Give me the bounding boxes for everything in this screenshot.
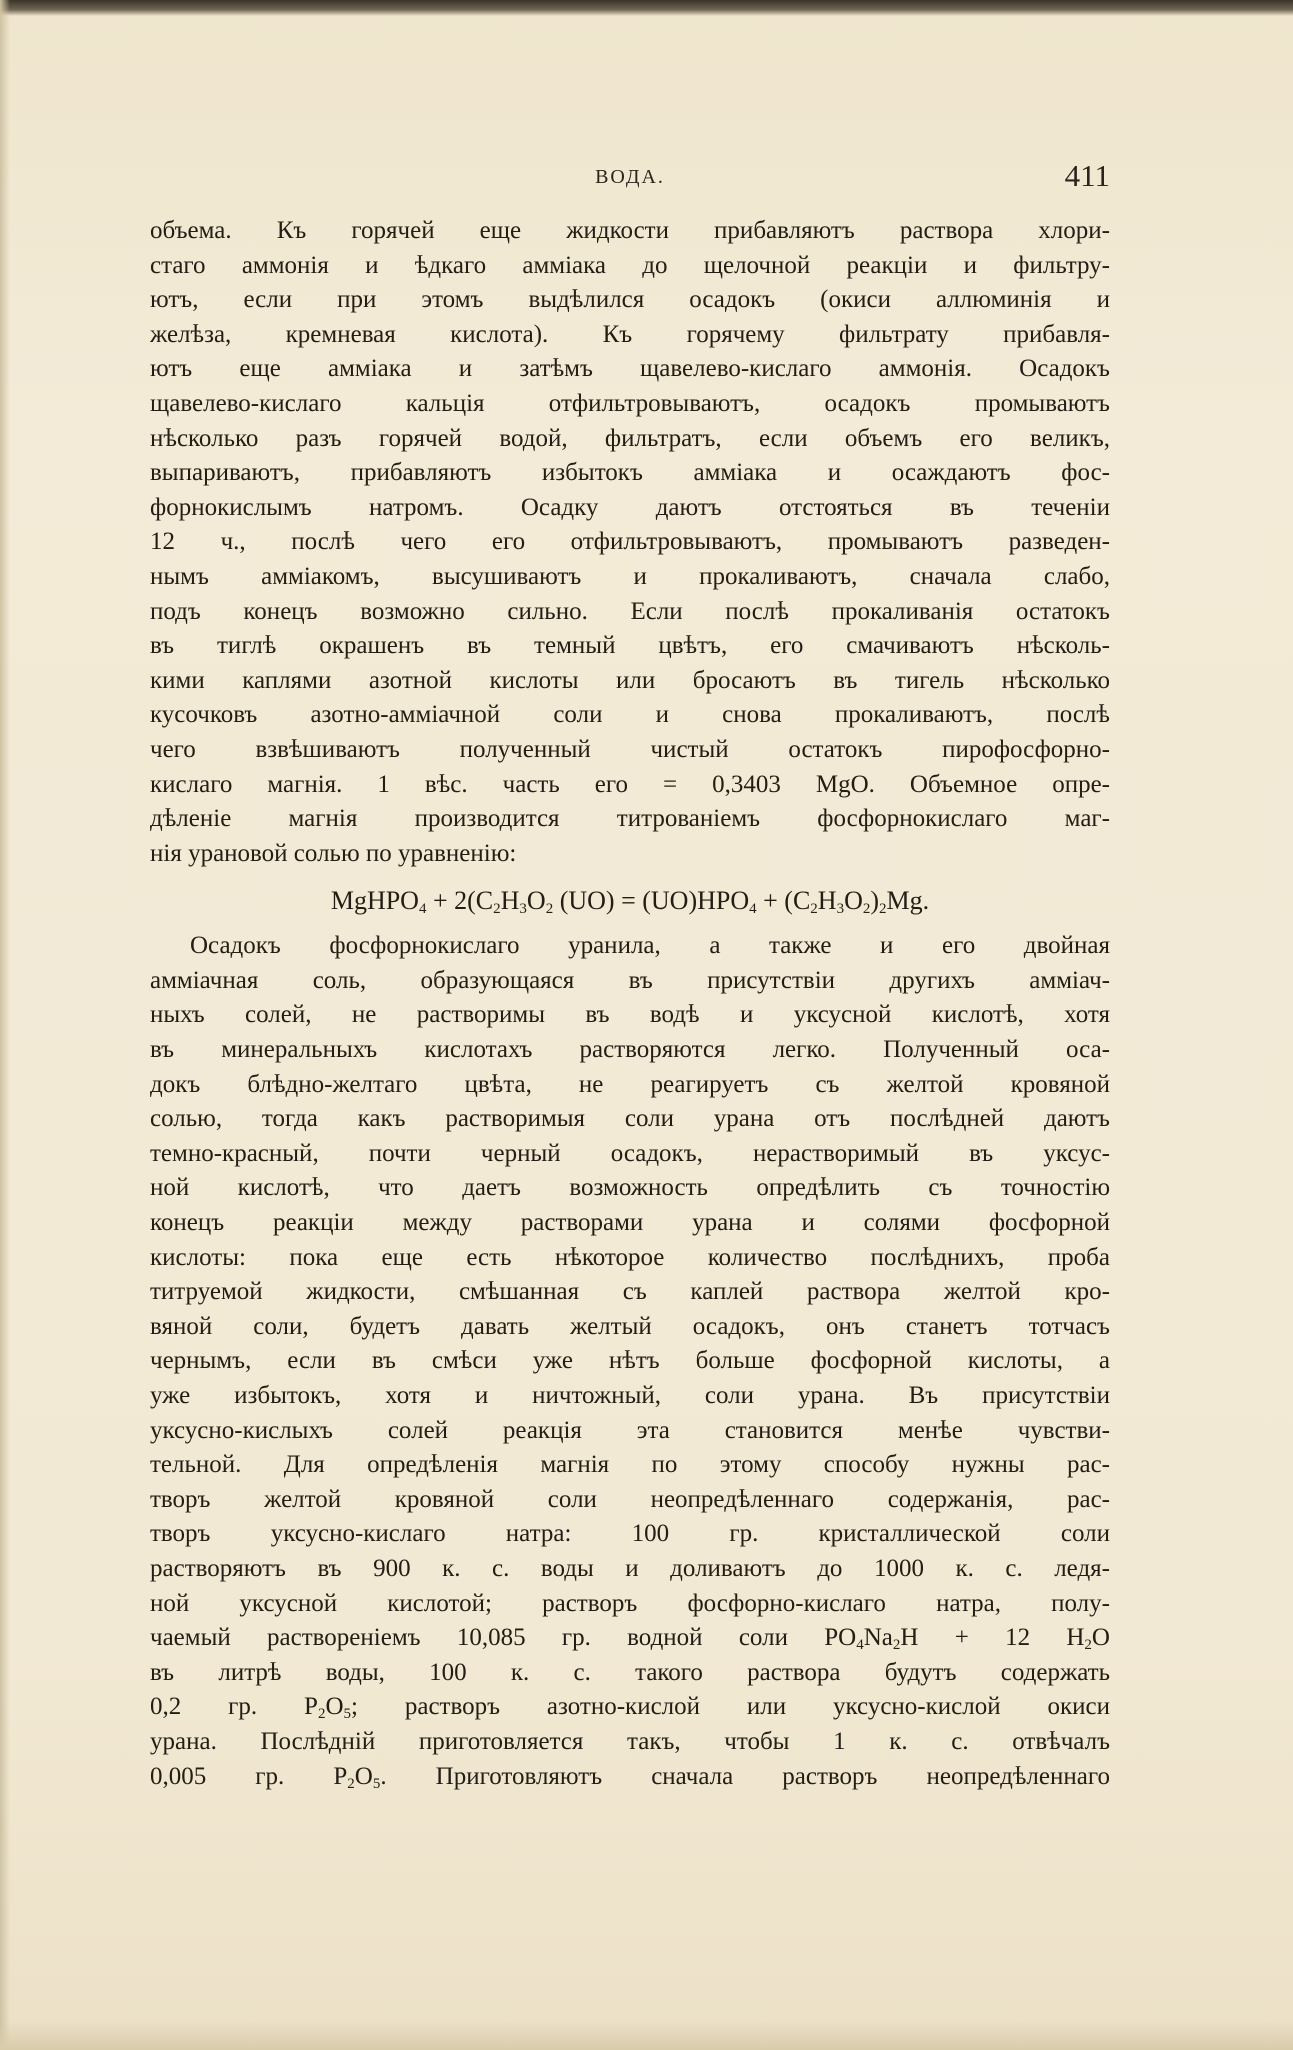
text-line: чернымъ, если въ смѣси уже нѣтъ больше фосфорной кислоты, а	[150, 1347, 1110, 1375]
text-line: нѣсколько разъ горячей водой, фильтратъ, если объемъ его великъ,	[150, 424, 1110, 452]
formula-subscript: 2	[879, 901, 887, 918]
text-line: объема. Къ горячей еще жидкости прибавляютъ раствора хлори-	[150, 217, 1110, 244]
formula-subscript: 4	[749, 901, 757, 918]
text-line: щавелево-кислаго кальція отфильтровываютъ, осадокъ промываютъ	[150, 389, 1110, 417]
formula-subscript: 3	[519, 901, 527, 918]
text-line: ной уксусной кислотой; растворъ фосфорно-кислаго натра, полу-	[150, 1589, 1110, 1617]
formula-part: + 2(C	[426, 886, 494, 916]
text-line: урана. Послѣдній приготовляется такъ, чтобы 1 к. с. отвѣчалъ	[150, 1727, 1110, 1755]
formula-part: MgHPO	[330, 886, 419, 916]
text-line: въ тиглѣ окрашенъ въ темный цвѣтъ, его смачиваютъ нѣсколь-	[150, 632, 1110, 660]
text-line: нымъ амміакомъ, высушиваютъ и прокаливаютъ, сначала слабо,	[150, 562, 1110, 590]
running-title: ВОДА.	[595, 166, 665, 188]
formula-part: (UO) = (UO)HPO	[553, 886, 750, 916]
text-line: кими каплями азотной кислоты или бросаютъ въ тигель нѣсколько	[150, 666, 1110, 694]
text-line: растворяютъ въ 900 к. с. воды и доливаютъ до 1000 к. с. ледя-	[150, 1554, 1110, 1582]
formula-subscript: 2	[862, 901, 871, 918]
text-line: 0,2 гр. $P_2O_5$; растворъ азотно-кислой или уксусно-кислой окиси	[150, 1693, 1110, 1723]
text-line: тельной. Для опредѣленія магнія по этому способу нужны рас-	[150, 1451, 1110, 1479]
bottom-scan-edge	[0, 2020, 1293, 2050]
text-line: желѣза, кремневая кислота). Къ горячему фильтрату прибавля-	[150, 320, 1110, 348]
formula-part: H	[817, 886, 837, 916]
text-line: темно-красный, почти черный осадокъ, нерастворимый въ уксус-	[150, 1139, 1110, 1167]
text-line: творъ желтой кровяной соли неопредѣленнаго содержанія, рас-	[150, 1485, 1110, 1513]
text-line: амміачная соль, образующаяся въ присутствіи другихъ амміач-	[150, 966, 1110, 994]
text-line: форнокислымъ натромъ. Осадку даютъ отстояться въ теченіи	[150, 493, 1110, 521]
text-line: творъ уксусно-кислаго натра: 100 гр. кристаллической соли	[150, 1520, 1110, 1548]
top-scan-edge	[0, 0, 1293, 16]
formula-subscript: 2	[810, 901, 818, 918]
formula-part: Mg.	[886, 886, 930, 916]
text-line: выпариваютъ, прибавляютъ избытокъ амміака и осаждаютъ фос-	[150, 459, 1110, 487]
text-line: чего взвѣшиваютъ полученный чистый остатокъ пирофосфорно-	[150, 735, 1110, 763]
left-scan-edge	[0, 0, 10, 2050]
text-line: ютъ еще амміака и затѣмъ щавелево-кислаго аммонія. Осадокъ	[150, 355, 1110, 383]
text-line: конецъ реакціи между растворами урана и солями фосфорной	[150, 1209, 1110, 1237]
text-line: Осадокъ фосфорнокислаго уранила, а также и его двойная	[190, 932, 1110, 960]
running-head	[150, 158, 1110, 198]
text-line: ютъ, если при этомъ выдѣлился осадокъ (окиси аллюминія и	[150, 286, 1110, 314]
text-line: уже избытокъ, хотя и ничтожный, соли урана. Въ присутствіи	[150, 1382, 1110, 1409]
text-line: уксусно-кислыхъ солей реакція эта становится менѣе чувстви-	[150, 1416, 1110, 1444]
formula-part: O	[526, 886, 546, 916]
text-line: дѣленіе магнія производится титрованіемъ фосфорнокислаго маг-	[150, 805, 1110, 833]
text-line: 0,005 гр. $P_2O_5$. Приготовляютъ сначала растворъ неопредѣленнаго	[150, 1762, 1110, 1792]
text-line: докъ блѣдно-желтаго цвѣта, не реагируетъ съ желтой кровяной	[150, 1070, 1110, 1098]
text-line: ныхъ солей, не растворимы въ водѣ и уксусной кислотѣ, хотя	[150, 1001, 1110, 1029]
formula-subscript: 4	[418, 901, 427, 918]
text-line: стаго аммонія и ѣдкаго амміака до щелочной реакціи и фильтру-	[150, 251, 1110, 279]
formula-subscript: 3	[836, 901, 845, 918]
formula-subscript: 2	[545, 901, 554, 918]
page-number: 411	[1064, 158, 1110, 193]
text-line: въ литрѣ воды, 100 к. с. такого раствора будутъ содержать	[150, 1658, 1110, 1686]
paragraph-2	[150, 929, 1110, 1621]
chemical-equation	[150, 873, 1110, 929]
formula-part: H	[500, 886, 520, 916]
text-line: подъ конецъ возможно сильно. Если послѣ прокаливанія остатокъ	[150, 597, 1110, 625]
text-line: солью, тогда какъ растворимыя соли урана отъ послѣдней даютъ	[150, 1105, 1110, 1133]
body-text	[150, 214, 1110, 1794]
text-line: вяной соли, будетъ давать желтый осадокъ, онъ станетъ тотчасъ	[150, 1312, 1110, 1340]
paragraph-1	[150, 214, 1110, 871]
formula-part: )	[870, 886, 880, 916]
text-line: чаемый раствореніемъ 10,085 гр. водной соли $PO_4Na_2H + 12$ $H_2O$	[150, 1624, 1110, 1654]
text-line: кислаго магнія. 1 вѣс. часть его = 0,3403 MgO. Объемное опре-	[150, 770, 1110, 798]
formula-part: + (C	[756, 886, 811, 916]
text-line: въ минеральныхъ кислотахъ растворяются легко. Полученный оса-	[150, 1036, 1110, 1064]
text-line: титруемой жидкости, смѣшанная съ каплей раствора желтой кро-	[150, 1278, 1110, 1306]
text-line: кусочковъ азотно-амміачной соли и снова прокаливаютъ, послѣ	[150, 701, 1110, 729]
formula-subscript: 2	[493, 901, 501, 918]
formula-part: O	[844, 886, 863, 916]
text-line: ной кислотѣ, что даетъ возможность опредѣлить съ точностію	[150, 1174, 1110, 1202]
text-line: 12 ч., послѣ чего его отфильтровываютъ, промываютъ разведен-	[150, 528, 1110, 556]
text-line: нія урановой солью по уравненію:	[150, 839, 517, 867]
text-line: кислоты: пока еще есть нѣкоторое количество послѣднихъ, проба	[150, 1243, 1110, 1271]
